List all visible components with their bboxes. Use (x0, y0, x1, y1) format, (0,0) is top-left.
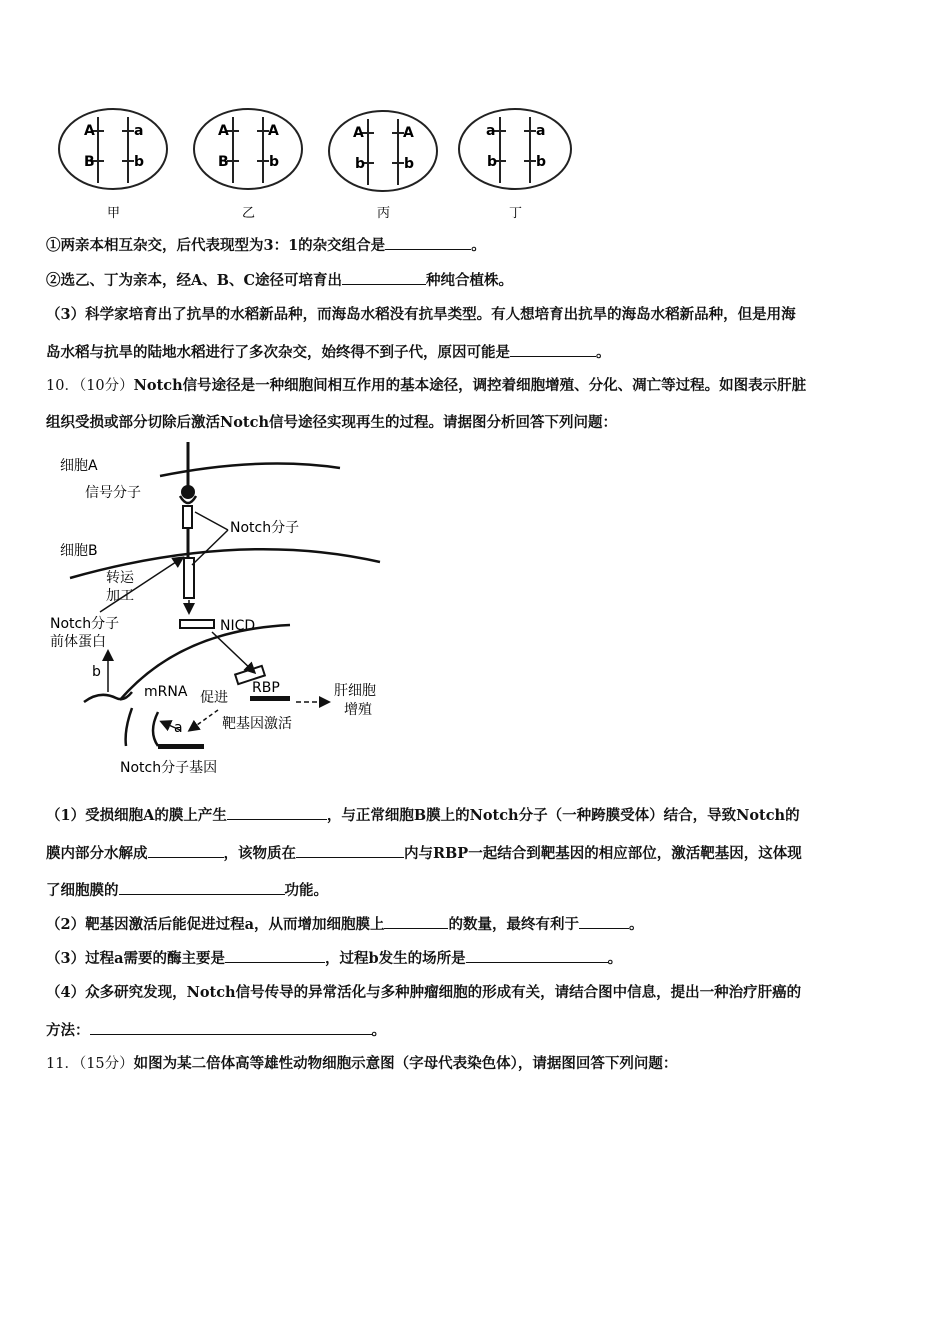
q9-line3: （3）科学家培育出了抗旱的水稻新品种，而海岛水稻没有抗旱类型。有人想培育出抗旱的海岛水稻新品种，但是用海 (46, 306, 796, 323)
answer-blank[interactable] (227, 805, 327, 820)
cell-label: 丙 (377, 206, 391, 221)
q10-p3 (46, 948, 908, 969)
q10-p1-line3 (46, 880, 908, 901)
proliferation-label: 增殖 (344, 702, 372, 718)
q10-p1-text: ，该物质在 (223, 845, 296, 862)
allele-text: A (84, 123, 95, 139)
signal-molecule-label: 信号分子 (85, 485, 141, 501)
q11-text: 如图为某二倍体高等雄性动物细胞示意图（字母代表染色体），请据图回答下列问题： (133, 1055, 678, 1072)
q10-p1-text: ，与正常细胞B膜上的Notch分子（一种跨膜受体）结合，导致Notch的 (326, 807, 800, 824)
question-number: 11．（15分） (46, 1056, 134, 1072)
answer-blank[interactable] (510, 342, 596, 357)
q9-line1-text: ①两亲本相互杂交，后代表现型为3：1的杂交组合是 (46, 237, 386, 254)
q10-intro-text1: Notch信号途径是一种细胞间相互作用的基本途径，调控着细胞增殖、分化、凋亡等过程。如图表示肝脏 (133, 377, 807, 394)
transport-label: 转运 (106, 570, 134, 586)
q10-p4-text: 。 (371, 1022, 386, 1039)
promote-arrow (190, 710, 218, 730)
nicd-shape (180, 620, 214, 628)
processing-label: 加工 (106, 588, 134, 604)
q10-p3-text: ，过程b发生的场所是 (324, 950, 466, 967)
q9-line4-text: 岛水稻与抗旱的陆地水稻进行了多次杂交，始终得不到子代，原因可能是 (46, 344, 510, 361)
cell-b-label: 细胞B (60, 543, 98, 559)
allele-text: a (536, 123, 546, 139)
signal-molecule-shape (181, 485, 195, 499)
q10-p2-text: 的数量，最终有利于 (448, 916, 579, 933)
notch-pointer-line (195, 512, 228, 530)
cell-yi (194, 109, 302, 221)
allele-text: b (487, 154, 498, 170)
q10-p2-text: 。 (628, 916, 644, 933)
notch-gene-label: Notch分子基因 (120, 760, 218, 776)
q9-line2-end: 种纯合植株。 (426, 272, 514, 289)
q10-p4-text: 方法： (46, 1022, 90, 1039)
notch-gene-dna (158, 744, 204, 749)
q10-p4-line2 (46, 1020, 908, 1041)
cell-label: 乙 (242, 206, 256, 221)
process-b-label: b (92, 664, 101, 680)
q10-p2-text: （2）靶基因激活后能促进过程a，从而增加细胞膜上 (46, 916, 385, 933)
answer-blank[interactable] (385, 235, 471, 250)
allele-text: b (134, 154, 145, 170)
answer-blank[interactable] (296, 843, 404, 858)
notch-molecule-label: Notch分子 (230, 520, 300, 536)
q9-line4 (46, 342, 908, 363)
mrna-strand (126, 708, 132, 746)
mrna-label: mRNA (144, 684, 188, 700)
q10-p1-text: （1）受损细胞A的膜上产生 (46, 807, 227, 824)
cell-label: 甲 (107, 206, 121, 221)
q9-line1-end: 。 (471, 237, 486, 254)
precursor-label-1: Notch分子 (50, 616, 120, 632)
notch-pointer-line (192, 530, 228, 565)
nicd-label: NICD (220, 618, 256, 634)
q10-p2 (46, 914, 908, 935)
target-gene-label: 靶基因激活 (222, 716, 292, 732)
q9-line2-text: ②选乙、丁为亲本，经A、B、C途径可培育出 (46, 272, 343, 289)
dna-strand (153, 712, 158, 746)
q10-p1-text: 了细胞膜的 (46, 882, 119, 899)
q10-intro-line2: 组织受损或部分切除后激活Notch信号途径实现再生的过程。请据图分析回答下列问题： (46, 414, 617, 431)
allele-text: B (84, 154, 95, 170)
answer-blank[interactable] (384, 914, 448, 929)
q9-line1 (46, 235, 908, 256)
q11-line (46, 1054, 908, 1074)
cell-a-label: 细胞A (60, 458, 98, 474)
allele-text: A (268, 123, 279, 139)
allele-text: b (536, 154, 547, 170)
q10-p3-text: （3）过程a需要的酶主要是 (46, 950, 225, 967)
rbp-label: RBP (252, 680, 280, 696)
answer-blank[interactable] (342, 270, 426, 285)
chromosome-cells-figure (50, 105, 590, 225)
precursor-label-2: 前体蛋白 (50, 634, 106, 650)
notch-pathway-diagram (40, 440, 410, 785)
allele-text: a (134, 123, 144, 139)
cell-bing (329, 111, 437, 221)
q10-p1-text: 内与RBP一起结合到靶基因的相应部位，激活靶基因，这体现 (404, 845, 802, 862)
allele-text: b (404, 156, 415, 172)
allele-text: a (486, 123, 496, 139)
q10-p1-line2 (46, 843, 908, 864)
answer-blank[interactable] (119, 880, 285, 895)
answer-blank[interactable] (225, 948, 325, 963)
cell-ding (459, 109, 571, 221)
q9-line4-end: 。 (596, 344, 611, 361)
q10-p1-text: 膜内部分水解成 (46, 845, 148, 862)
target-gene-dna (250, 696, 290, 701)
promote-label: 促进 (200, 690, 228, 706)
cell-label: 丁 (509, 206, 523, 221)
allele-text: b (355, 156, 366, 172)
notch-receptor-upper (183, 506, 192, 528)
cell-jia (59, 109, 167, 221)
process-a-label: a (174, 720, 183, 736)
liver-cell-label: 肝细胞 (334, 683, 376, 699)
allele-text: A (403, 125, 414, 141)
answer-blank[interactable] (466, 948, 608, 963)
q10-p3-text: 。 (607, 950, 623, 967)
allele-text: B (218, 154, 229, 170)
answer-blank[interactable] (579, 914, 629, 929)
q10-p4-line1: （4）众多研究发现，Notch信号传导的异常活化与多种肿瘤细胞的形成有关，请结合图中信息，提出一种治疗肝癌的 (46, 984, 802, 1001)
nicd-to-rbp-arrow (212, 632, 254, 672)
q9-line2 (46, 270, 908, 291)
q10-intro-line1 (46, 376, 908, 396)
allele-text: b (269, 154, 280, 170)
q10-p1-line1 (46, 805, 908, 826)
q10-p1-text: 功能。 (284, 882, 328, 899)
allele-text: A (353, 125, 364, 141)
answer-blank[interactable] (90, 1020, 372, 1035)
allele-text: A (218, 123, 229, 139)
answer-blank[interactable] (148, 843, 224, 858)
question-number: 10．（10分） (46, 378, 134, 394)
